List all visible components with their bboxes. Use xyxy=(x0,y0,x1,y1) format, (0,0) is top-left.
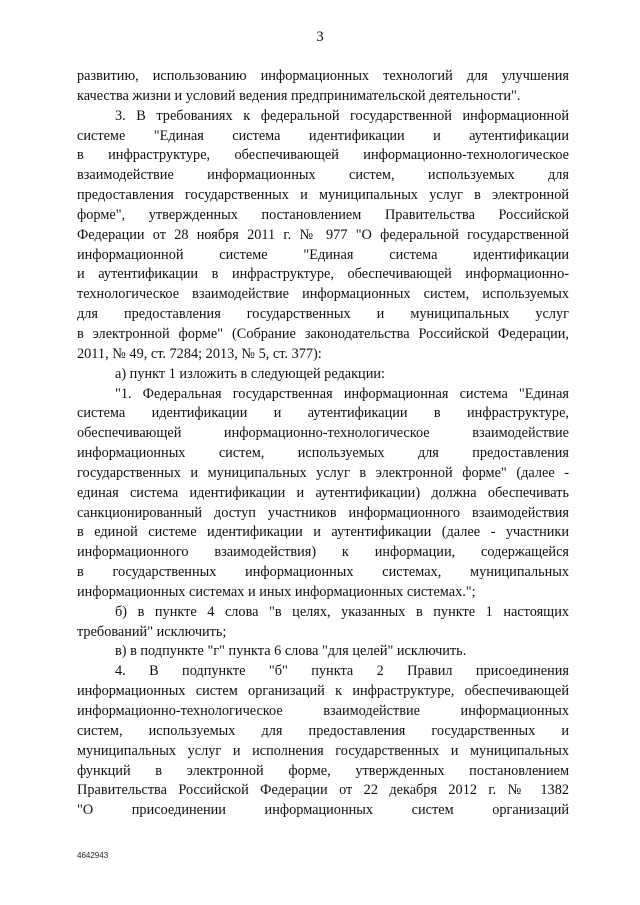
text-line: санкционированный доступ участников информационного взаимодействия xyxy=(77,504,569,521)
text-line: системе "Единая система идентификации и аутентификации xyxy=(77,127,569,144)
text-line: технологическое взаимодействие информационных систем, используемых xyxy=(77,286,569,303)
text-line: функций в электронной форме, утвержденных постановлением xyxy=(77,762,569,779)
text-line: информационно-технологическое взаимодействие информационных xyxy=(77,703,569,719)
text-line: "1. Федеральная государственная информационная система "Единая xyxy=(115,385,569,402)
text-line: б) в пункте 4 слова "в целях, указанных в пункте 1 настоящих xyxy=(115,603,569,620)
document-body xyxy=(77,67,569,821)
document-code: 4642943 xyxy=(77,851,109,860)
text-line: систем, используемых для предоставления государственных и xyxy=(77,722,569,739)
text-line: требований" исключить; xyxy=(77,623,227,640)
text-line: 3. В требованиях к федеральной государственной информационной xyxy=(115,107,569,124)
text-line: форме", утвержденных постановлением Правительства Российской xyxy=(77,206,569,223)
text-line: и аутентификации в инфраструктуре, обеспечивающей информационно- xyxy=(77,266,569,283)
text-line: в инфраструктуре, обеспечивающей информационно-технологическое xyxy=(77,147,569,164)
text-line: 2011, № 49, ст. 7284; 2013, № 5, ст. 377): xyxy=(77,345,322,362)
text-line: система идентификации и аутентификации в инфраструктуре, xyxy=(77,405,569,422)
page-number: 3 xyxy=(316,29,324,45)
text-line: государственных и муниципальных услуг в электронной форме" (далее - xyxy=(77,464,569,481)
text-line: в единой системе идентификации и аутентификации (далее - участники xyxy=(77,524,569,541)
text-line: 4. В подпункте "б" пункта 2 Правил присоединения xyxy=(115,663,569,680)
text-line: взаимодействие информационных систем, используемых для xyxy=(77,167,569,184)
text-line: развитию, использованию информационных технологий для улучшения xyxy=(77,68,569,84)
text-line: в электронной форме" (Собрание законодательства Российской Федерации, xyxy=(77,325,569,342)
text-line: информационных систем, используемых для предоставления xyxy=(77,445,569,462)
text-line: информационных систем организаций к инфраструктуре, обеспечивающей xyxy=(77,683,569,700)
text-line: обеспечивающей информационно-технологическое взаимодействие xyxy=(77,425,569,442)
text-line: Федерации от 28 ноября 2011 г. № 977 "О федеральной государственной xyxy=(77,226,569,243)
text-line: качества жизни и условий ведения предпринимательской деятельности". xyxy=(77,87,521,104)
text-line: в) в подпункте "г" пункта 6 слова "для целей" исключить. xyxy=(115,643,467,660)
text-line: информационных системах и иных информационных системах."; xyxy=(77,583,476,600)
text-line: муниципальных услуг и исполнения государственных и муниципальных xyxy=(77,742,569,759)
text-line: предоставления государственных и муниципальных услуг в электронной xyxy=(77,187,569,204)
text-line: в государственных информационных системах, муниципальных xyxy=(77,564,569,581)
text-line: информационной системе "Единая система идентификации xyxy=(77,246,569,263)
text-line: Правительства Российской Федерации от 22 декабря 2012 г. № 1382 xyxy=(77,782,569,799)
text-line: для предоставления государственных и муниципальных услуг xyxy=(77,306,569,323)
text-line: "О присоединении информационных систем организаций xyxy=(77,802,569,819)
text-line: а) пункт 1 изложить в следующей редакции: xyxy=(115,365,385,382)
text-line: единая система идентификации и аутентификации) должна обеспечивать xyxy=(77,484,569,501)
text-line: информационного взаимодействия) к информации, содержащейся xyxy=(77,544,569,561)
